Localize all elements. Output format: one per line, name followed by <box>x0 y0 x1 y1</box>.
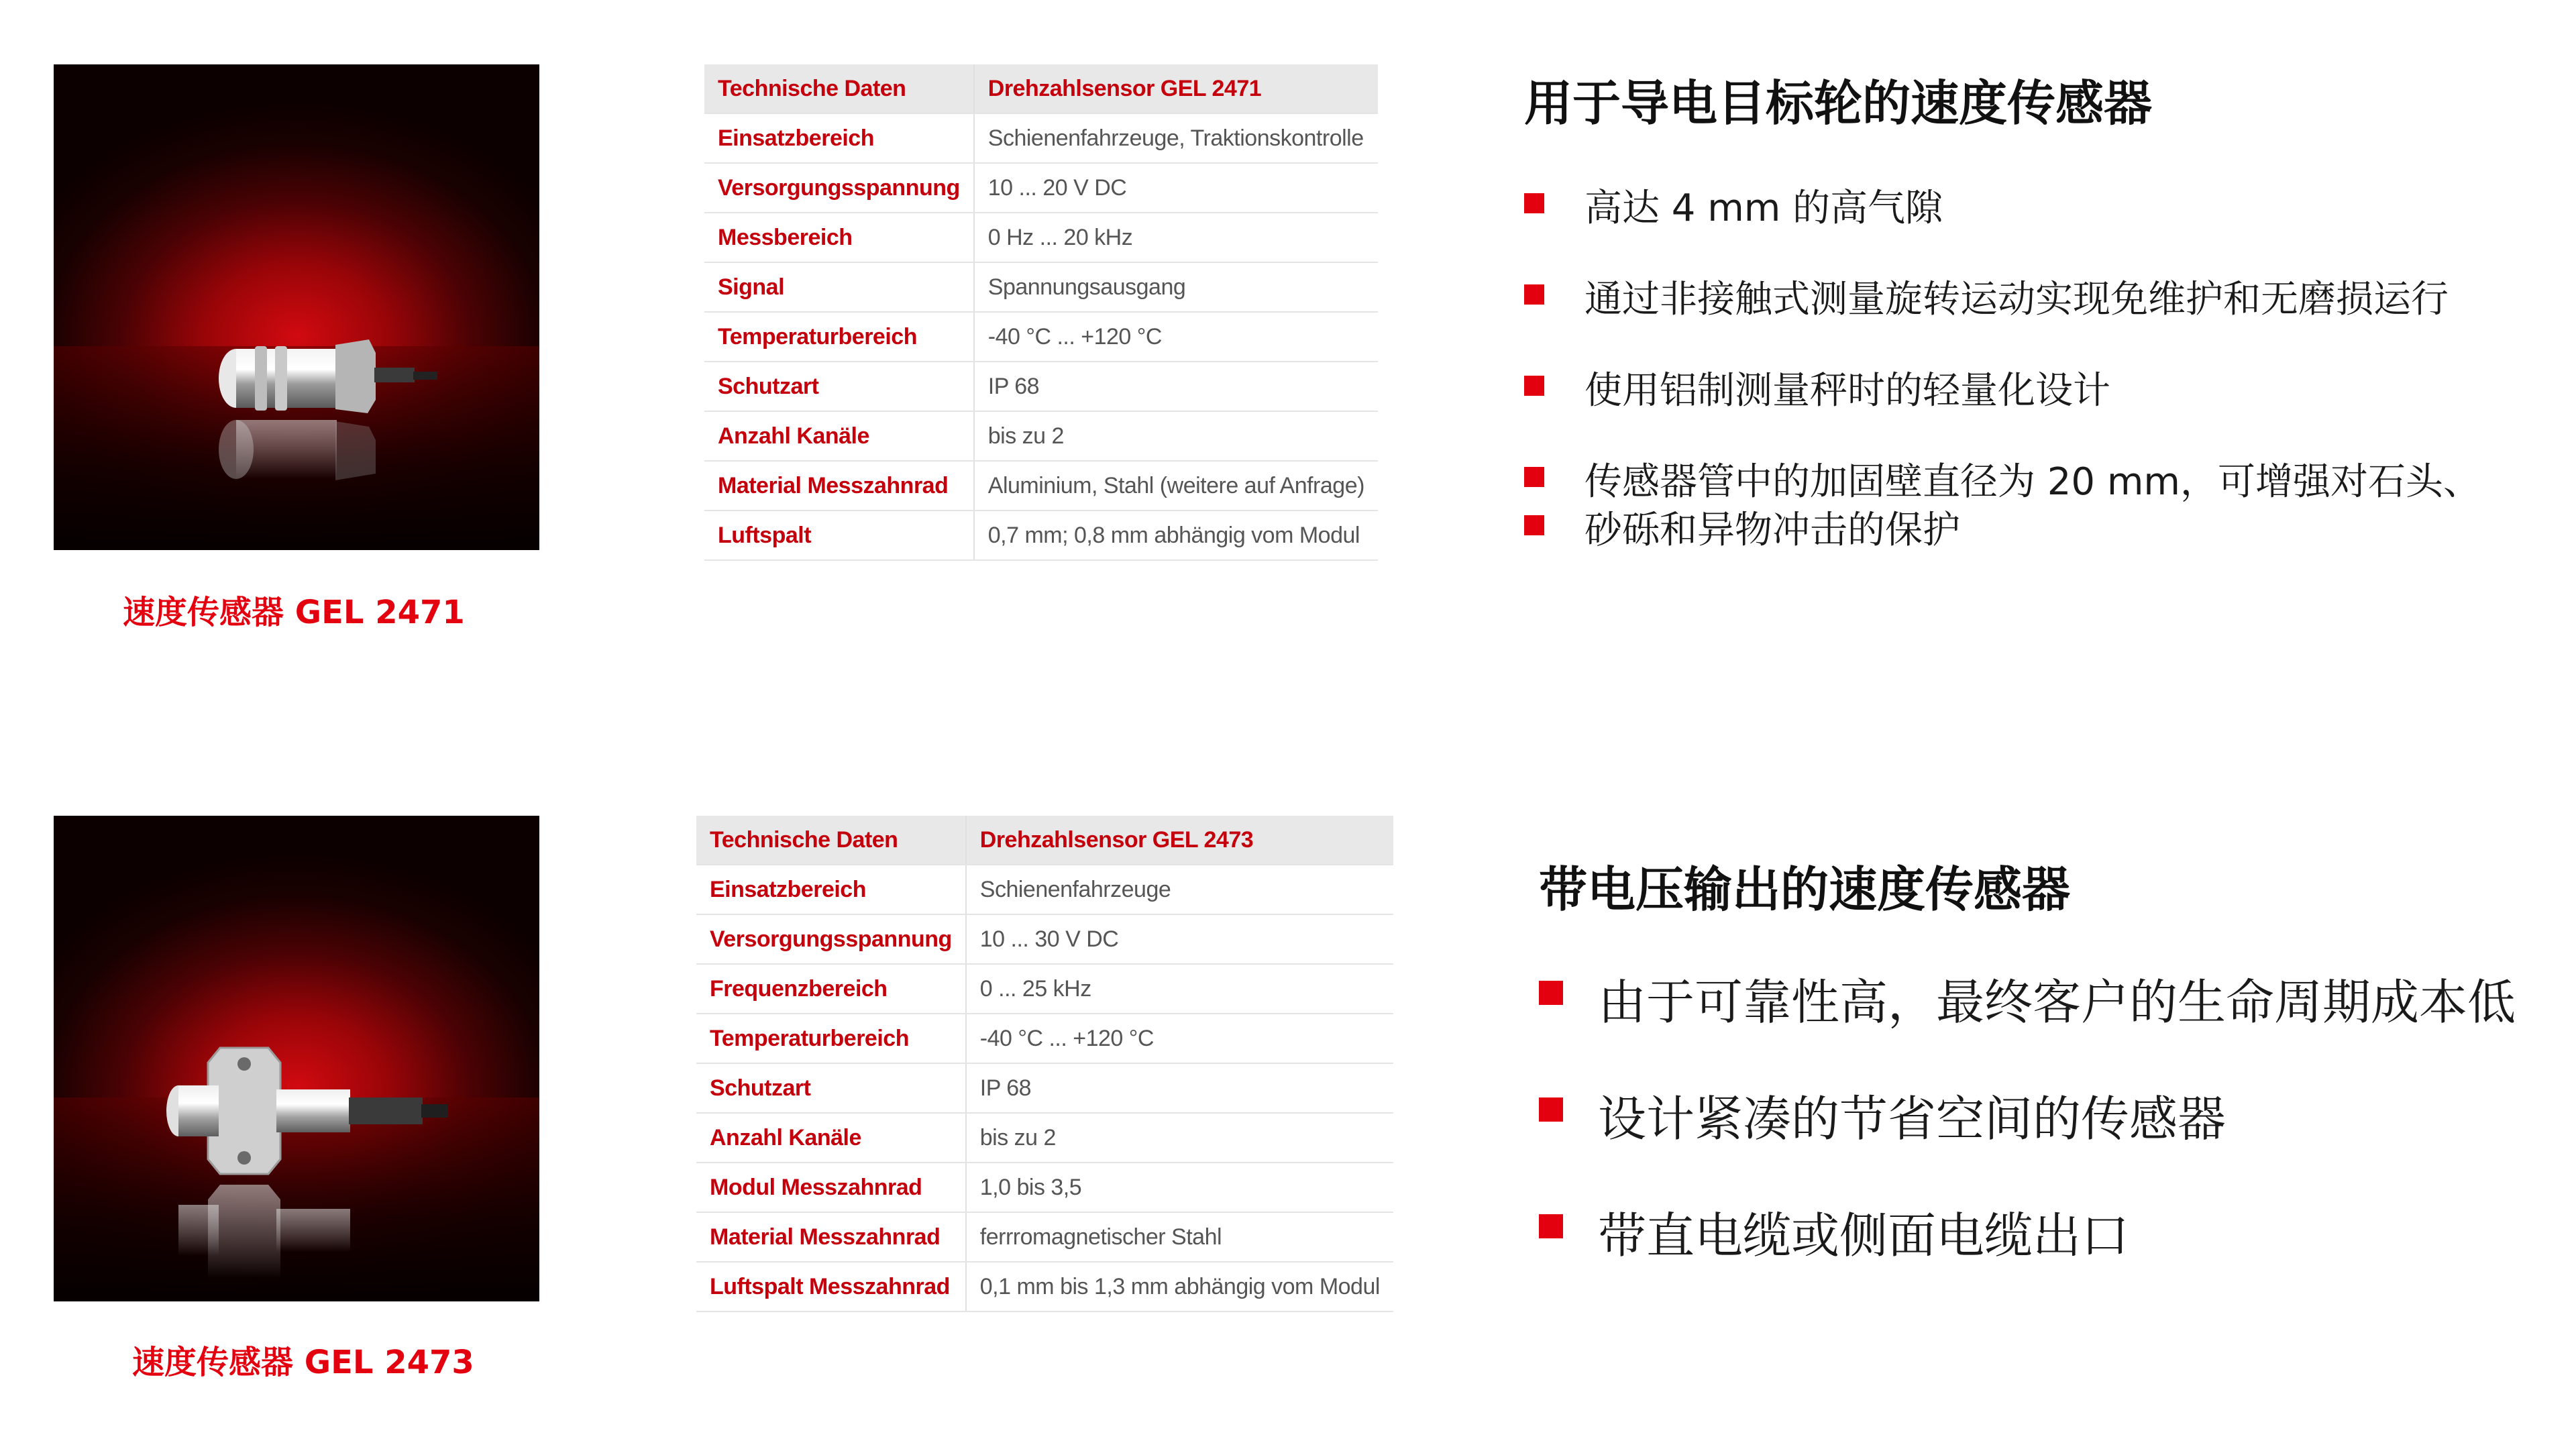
product-caption: 速度传感器 GEL 2471 <box>123 594 465 631</box>
spec-value: 0 Hz ... 20 kHz <box>974 213 1378 262</box>
spec-key: Material Messzahnrad <box>704 461 974 511</box>
table-header-row <box>696 816 1393 865</box>
table-header-cell: Technische Daten <box>696 816 966 865</box>
spec-key: Anzahl Kanäle <box>704 411 974 461</box>
section-heading: 带电压输出的速度传感器 <box>1539 861 2071 918</box>
spec-key: Schutzart <box>696 1063 966 1113</box>
list-item-text: 使用铝制测量秤时的轻量化设计 <box>1585 369 2110 413</box>
spec-key: Signal <box>704 262 974 312</box>
table-row <box>704 312 1378 362</box>
table-header-cell: Drehzahlsensor GEL 2473 <box>966 816 1393 865</box>
list-item-text: 砂砾和异物冲击的保护 <box>1585 508 1960 552</box>
list-item-text: 由于可靠性高，最终客户的生命周期成本低 <box>1598 974 2516 1030</box>
spec-key: Versorgungsspannung <box>696 914 966 964</box>
list-item <box>1539 1197 2516 1264</box>
table-row <box>696 1212 1393 1262</box>
table-row <box>696 1262 1393 1311</box>
bullet-square-icon <box>1524 376 1544 396</box>
feature-list <box>1539 963 2516 1264</box>
spec-value: bis zu 2 <box>974 411 1378 461</box>
list-item <box>1524 500 2481 552</box>
spec-key: Material Messzahnrad <box>696 1212 966 1262</box>
spec-value: Schienenfahrzeuge <box>966 865 1393 914</box>
spec-value: bis zu 2 <box>966 1113 1393 1163</box>
table-row <box>696 1113 1393 1163</box>
section-heading: 用于导电目标轮的速度传感器 <box>1524 75 2153 131</box>
product-photo-gel-2473 <box>54 816 539 1301</box>
spec-key: Frequenzbereich <box>696 964 966 1014</box>
list-item <box>1524 361 2481 452</box>
spec-key: Luftspalt <box>704 511 974 560</box>
spec-value: 0,7 mm; 0,8 mm abhängig vom Modul <box>974 511 1378 560</box>
bullet-square-icon <box>1524 515 1544 535</box>
spec-key: Luftspalt Messzahnrad <box>696 1262 966 1311</box>
spec-value: IP 68 <box>974 362 1378 411</box>
list-item-text: 带直电缆或侧面电缆出口 <box>1598 1208 2130 1264</box>
table-row <box>704 362 1378 411</box>
feature-list <box>1524 178 2481 552</box>
table-row <box>696 914 1393 964</box>
spec-value: -40 °C ... +120 °C <box>974 312 1378 362</box>
spec-key: Modul Messzahnrad <box>696 1163 966 1212</box>
table-row <box>704 262 1378 312</box>
sensor-gel-2471-illustration <box>54 64 539 550</box>
list-item <box>1539 1080 2516 1197</box>
spec-key: Temperaturbereich <box>696 1014 966 1063</box>
table-header-cell: Technische Daten <box>704 64 974 113</box>
table-row <box>704 163 1378 213</box>
table-row <box>704 113 1378 163</box>
spec-table-gel-2471 <box>704 64 1378 561</box>
table-row <box>696 1063 1393 1113</box>
table-row <box>704 411 1378 461</box>
product-photo-gel-2471 <box>54 64 539 550</box>
sensor-gel-2473-illustration <box>54 816 539 1301</box>
spec-value: 10 ... 20 V DC <box>974 163 1378 213</box>
table-header-cell: Drehzahlsensor GEL 2471 <box>974 64 1378 113</box>
bullet-square-icon <box>1539 1097 1563 1122</box>
spec-key: Messbereich <box>704 213 974 262</box>
spec-value: Schienenfahrzeuge, Traktionskontrolle <box>974 113 1378 163</box>
list-item <box>1524 270 2481 361</box>
spec-value: Spannungsausgang <box>974 262 1378 312</box>
list-item <box>1524 178 2481 270</box>
bullet-square-icon <box>1524 193 1544 213</box>
bullet-square-icon <box>1539 1214 1563 1238</box>
table-row <box>704 461 1378 511</box>
table-row <box>704 213 1378 262</box>
spec-value: 0,1 mm bis 1,3 mm abhängig vom Modul <box>966 1262 1393 1311</box>
spec-value: 0 ... 25 kHz <box>966 964 1393 1014</box>
list-item <box>1539 963 2516 1080</box>
list-item-text: 高达 4 mm 的高气隙 <box>1585 186 1943 230</box>
spec-value: 1,0 bis 3,5 <box>966 1163 1393 1212</box>
table-row <box>696 1163 1393 1212</box>
spec-key: Versorgungsspannung <box>704 163 974 213</box>
spec-value: -40 °C ... +120 °C <box>966 1014 1393 1063</box>
list-item <box>1524 452 2481 504</box>
spec-key: Einsatzbereich <box>696 865 966 914</box>
spec-value: IP 68 <box>966 1063 1393 1113</box>
spec-key: Schutzart <box>704 362 974 411</box>
spec-table-gel-2473 <box>696 816 1393 1312</box>
table-row <box>696 964 1393 1014</box>
bullet-square-icon <box>1524 467 1544 487</box>
table-row <box>696 865 1393 914</box>
list-item-text: 传感器管中的加固壁直径为 20 mm，可增强对石头、 <box>1585 460 2481 504</box>
list-item-text: 设计紧凑的节省空间的传感器 <box>1598 1091 2226 1147</box>
spec-value: ferrromagnetischer Stahl <box>966 1212 1393 1262</box>
product-caption: 速度传感器 GEL 2473 <box>132 1344 474 1381</box>
spec-key: Einsatzbereich <box>704 113 974 163</box>
table-header-row <box>704 64 1378 113</box>
table-row <box>704 511 1378 560</box>
spec-value: 10 ... 30 V DC <box>966 914 1393 964</box>
bullet-square-icon <box>1524 284 1544 305</box>
bullet-square-icon <box>1539 981 1563 1005</box>
table-row <box>696 1014 1393 1063</box>
spec-key: Anzahl Kanäle <box>696 1113 966 1163</box>
list-item-text: 通过非接触式测量旋转运动实现免维护和无磨损运行 <box>1585 278 2449 321</box>
spec-value: Aluminium, Stahl (weitere auf Anfrage) <box>974 461 1378 511</box>
spec-key: Temperaturbereich <box>704 312 974 362</box>
